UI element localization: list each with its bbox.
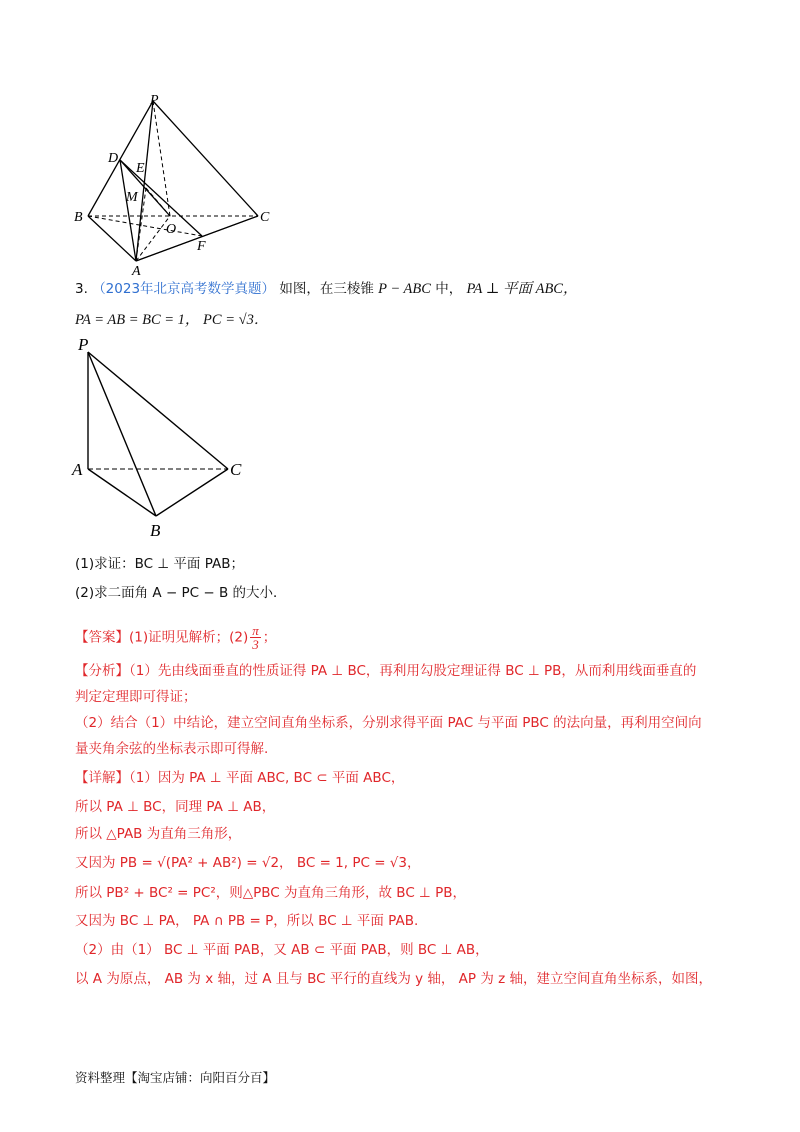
- label-P: P: [150, 93, 159, 108]
- answer-end: ；: [262, 629, 277, 646]
- figure-pyramid-2: [70, 336, 260, 546]
- label-C2: C: [230, 460, 242, 479]
- detail-line-7: （2）由（1） BC ⊥ 平面 PAB，又 AB ⊂ 平面 PAB，则 BC ⊥ AB，: [75, 942, 489, 958]
- label-B: B: [74, 210, 83, 225]
- analysis-tag: 【分析】: [75, 663, 129, 679]
- label-P2: P: [78, 336, 89, 354]
- detail-line-8: 以 A 为原点， AB 为 x 轴，过 A 且与 BC 平行的直线为 y 轴， AP 为 z 轴，建立空间直角坐标系，如图，: [75, 971, 713, 987]
- analysis-text-1: （1）先由线面垂直的性质证得 PA ⊥ BC，再利用勾股定理证得 BC ⊥ PB，从而利用线面垂直的: [129, 663, 697, 679]
- answer-fraction: [250, 624, 261, 651]
- problem-source: （2023年北京高考数学真题）: [92, 281, 276, 297]
- fraction-denominator: 3: [252, 637, 259, 652]
- label-M: M: [126, 190, 138, 205]
- detail-line-6: 又因为 BC ⊥ PA， PA ∩ PB = P，所以 BC ⊥ 平面 PAB.: [75, 913, 419, 929]
- label-A2: A: [72, 460, 83, 479]
- label-O: O: [166, 222, 177, 237]
- analysis-line-3: （2）结合（1）中结论，建立空间直角坐标系，分别求得平面 PAC 与平面 PBC 的法向量，再利用空间向: [75, 715, 702, 731]
- analysis-line-2: 判定定理即可得证；: [75, 689, 197, 705]
- label-B2: B: [150, 521, 161, 540]
- problem-stem: [75, 278, 577, 300]
- question-2: (2)求二面角 A − PC − B 的大小．: [75, 585, 287, 601]
- detail-text-1: （1）因为 PA ⊥ 平面 ABC, BC ⊂ 平面 ABC，: [129, 770, 405, 786]
- detail-line-4: 又因为 PB = √(PA² + AB²) = √2， BC = 1, PC = √3，: [75, 855, 421, 871]
- label-F: F: [197, 239, 206, 254]
- stem-part2: 中，: [435, 281, 463, 297]
- detail-line-2: 所以 PA ⊥ BC，同理 PA ⊥ AB，: [75, 799, 276, 815]
- label-E: E: [136, 161, 145, 176]
- fraction-numerator: π: [252, 623, 259, 638]
- label-D: D: [108, 151, 119, 166]
- answer-line: [75, 624, 276, 651]
- question-1: (1)求证：BC ⊥ 平面 PAB；: [75, 556, 244, 572]
- page-footer: 资料整理【淘宝店铺：向阳百分百】: [75, 1070, 276, 1085]
- figure-pyramid-1: [70, 90, 290, 280]
- answer-text: (1)证明见解析；(2): [129, 629, 249, 646]
- analysis-line-1: [75, 660, 696, 682]
- condition-1: PA ⊥ 平面 ABC，: [466, 281, 578, 297]
- analysis-line-4: 量夹角余弦的坐标表示即可得解.: [75, 741, 269, 757]
- detail-line-3: 所以 △PAB 为直角三角形，: [75, 826, 242, 842]
- condition-2: PA = AB = BC = 1， PC = √3．: [75, 312, 269, 328]
- detail-line-1: [75, 767, 404, 789]
- label-A: A: [132, 264, 141, 279]
- problem-number: 3.: [75, 281, 88, 297]
- stem-part1: 如图，在三棱锥: [279, 281, 374, 297]
- pyramid-name: P − ABC: [378, 281, 431, 297]
- answer-tag: 【答案】: [75, 629, 129, 646]
- detail-line-5: 所以 PB² + BC² = PC²，则△PBC 为直角三角形，故 BC ⊥ PB，: [75, 885, 466, 901]
- detail-tag: 【详解】: [75, 770, 129, 786]
- label-C: C: [260, 210, 270, 225]
